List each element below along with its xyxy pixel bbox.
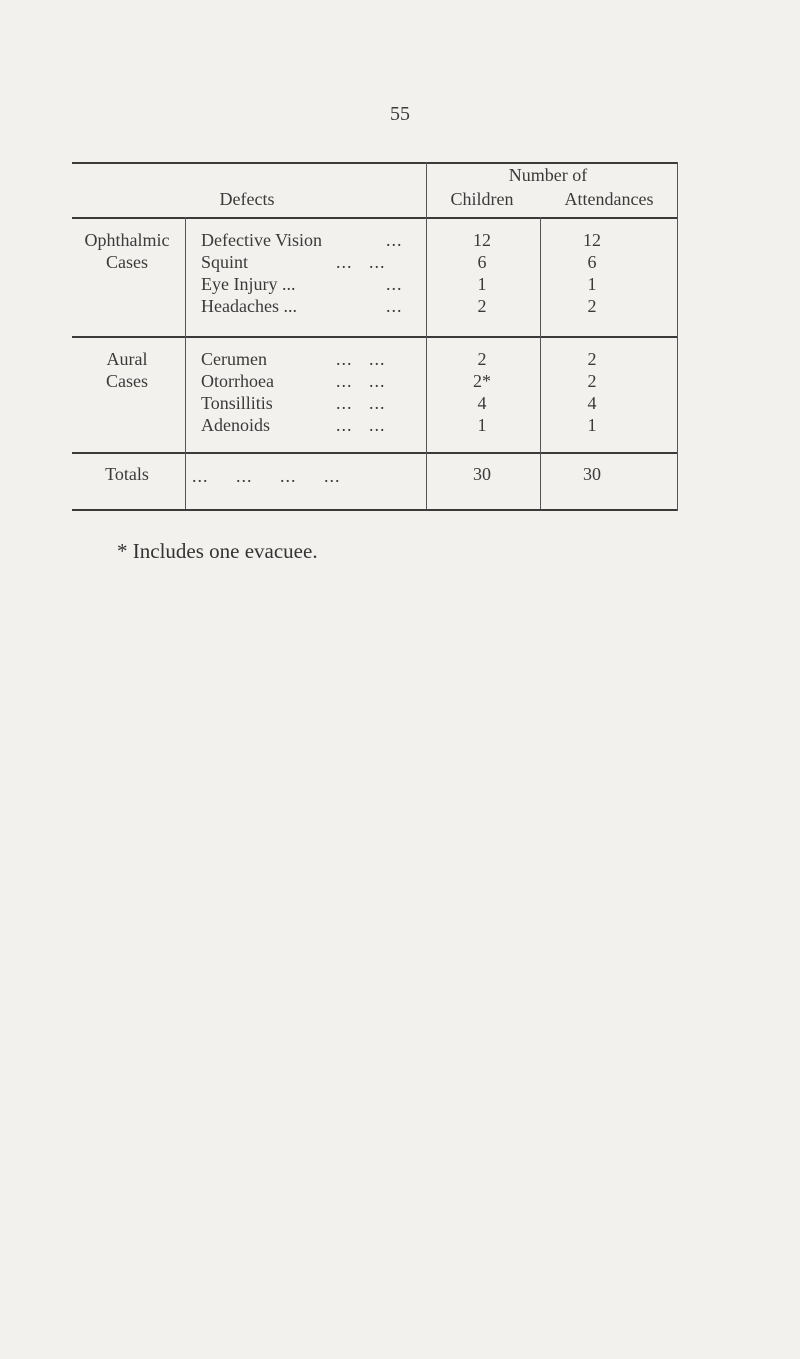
attendances-count: 2 (587, 296, 597, 316)
group-label-ophthalmic: Ophthalmic (84, 230, 170, 250)
children-count: 6 (477, 252, 487, 272)
header-number-of: Number of (508, 165, 588, 185)
attendances-count: 1 (587, 415, 597, 435)
page-number: 55 (390, 103, 410, 125)
dot-leader: ... ... (336, 349, 386, 369)
dot-leader: ... (386, 230, 403, 250)
header-children: Children (450, 189, 514, 209)
dot-leader: ... ... (336, 393, 386, 413)
children-column-divider (426, 162, 427, 509)
children-count: 1 (477, 274, 487, 294)
dot-leader: ... (386, 296, 403, 316)
totals-children: 30 (473, 464, 491, 484)
attendances-count: 4 (587, 393, 597, 413)
header-attendances: Attendances (564, 189, 654, 209)
defect-name: Headaches ... (201, 296, 297, 316)
attendances-column-divider (540, 217, 541, 509)
footnote: * Includes one evacuee. (117, 539, 318, 563)
defect-name: Otorrhoea (201, 371, 274, 391)
totals-attendances: 30 (583, 464, 601, 484)
attendances-count: 2 (587, 371, 597, 391)
defect-name: Squint (201, 252, 249, 272)
children-count: 1 (477, 415, 487, 435)
defect-name: Adenoids (201, 415, 270, 435)
children-count: 2 (477, 296, 487, 316)
table-bottom-rule (72, 509, 678, 511)
totals-label: Totals (105, 464, 149, 484)
group-label-aural: Aural (106, 349, 148, 369)
defects-table (72, 162, 678, 511)
attendances-count: 1 (587, 274, 597, 294)
defect-name: Tonsillitis (201, 393, 273, 413)
header-defects: Defects (219, 189, 275, 209)
children-count: 12 (473, 230, 491, 250)
attendances-count: 2 (587, 349, 597, 369)
dot-leader: ... ... (336, 371, 386, 391)
defect-name: Cerumen (201, 349, 267, 369)
defect-name: Eye Injury ... (201, 274, 296, 294)
dot-leader: ... ... (336, 415, 386, 435)
totals-dot-leader: ... ... ... ... (192, 466, 341, 486)
defect-name: Defective Vision (201, 230, 323, 250)
children-count: 2 (477, 349, 487, 369)
attendances-count: 6 (587, 252, 597, 272)
header-bottom-rule (72, 217, 678, 219)
attendances-count: 12 (583, 230, 601, 250)
dot-leader: ... ... (336, 252, 386, 272)
ophthalmic-bottom-rule (72, 336, 678, 338)
children-count: 2* (473, 371, 491, 391)
children-count: 4 (477, 393, 487, 413)
table-right-border (677, 162, 678, 511)
group-label-aural-cases: Cases (106, 371, 148, 391)
dot-leader: ... (386, 274, 403, 294)
aural-bottom-rule (72, 452, 678, 454)
group-label-ophthalmic-cases: Cases (106, 252, 148, 272)
